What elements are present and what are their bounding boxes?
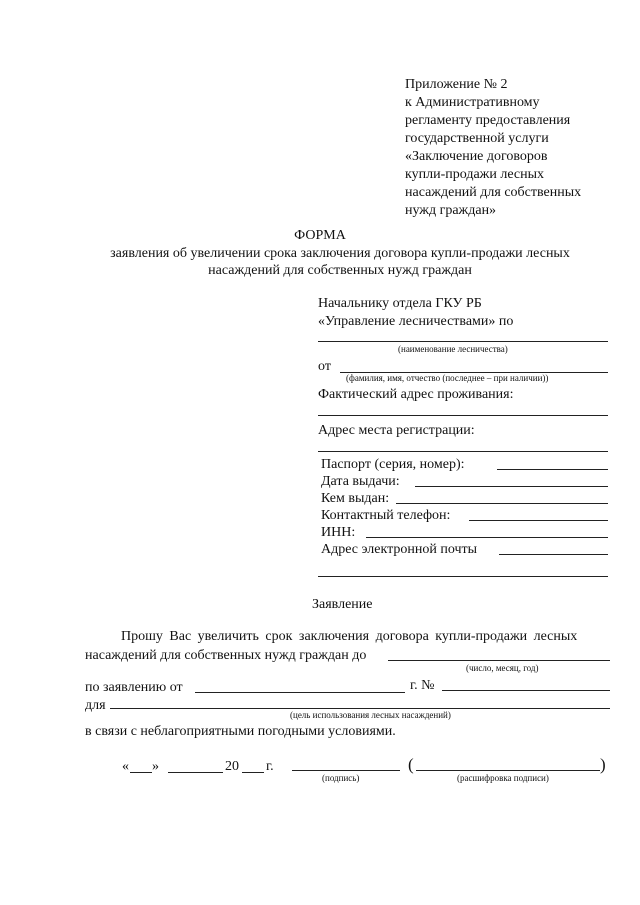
reason-text: в связи с неблагоприятными погодными условиями. (85, 724, 396, 739)
forestry-field[interactable] (318, 341, 608, 342)
phone-label: Контактный телефон: (321, 508, 451, 523)
signature-field[interactable] (292, 770, 400, 771)
decoding-hint: (расшифровка подписи) (457, 773, 549, 783)
paren-open: ( (408, 755, 414, 774)
issued-by-label: Кем выдан: (321, 491, 390, 506)
application-date-field[interactable] (195, 692, 405, 693)
year-prefix: 20 (225, 759, 239, 774)
email-field-extra[interactable] (318, 576, 608, 577)
passport-label: Паспорт (серия, номер): (321, 457, 465, 472)
reg-address-label: Адрес места регистрации: (318, 423, 475, 438)
appendix-line-4: государственной услуги (405, 131, 549, 146)
appendix-line-6: купли-продажи лесных (405, 167, 544, 182)
form-title-line-1: заявления об увеличении срока заключения договора купли-продажи лесных (110, 246, 570, 261)
passport-field[interactable] (497, 469, 608, 470)
for-label: для (85, 698, 106, 713)
by-application-label: по заявлению от (85, 680, 183, 695)
inn-field[interactable] (366, 537, 608, 538)
issue-date-label: Дата выдачи: (321, 474, 400, 489)
email-field[interactable] (499, 554, 608, 555)
actual-address-label: Фактический адрес проживания: (318, 387, 514, 402)
purpose-field[interactable] (110, 708, 610, 709)
appendix-line-1: Приложение № 2 (405, 77, 508, 92)
month-field[interactable] (168, 772, 223, 773)
form-title-line-2: насаждений для собственных нужд граждан (208, 263, 472, 278)
issued-by-field[interactable] (396, 503, 608, 504)
appendix-line-8: нужд граждан» (405, 203, 497, 218)
actual-address-field[interactable] (318, 415, 608, 416)
day-field[interactable] (130, 772, 152, 773)
appendix-line-2: к Административному (405, 95, 540, 110)
inn-label: ИНН: (321, 525, 356, 540)
statement-heading: Заявление (312, 597, 373, 612)
year-field[interactable] (242, 772, 264, 773)
purpose-hint: (цель использования лесных насаждений) (290, 710, 451, 720)
extension-date-field[interactable] (388, 660, 610, 661)
statement-body-line-1: Прошу Вас увеличить срок заключения договора купли-продажи лесных (121, 629, 578, 644)
year-suffix: г. (266, 759, 274, 774)
email-label: Адрес электронной почты (321, 542, 478, 557)
phone-field[interactable] (469, 520, 608, 521)
form-heading: ФОРМА (294, 228, 346, 243)
appendix-line-7: насаждений для собственных (405, 185, 582, 200)
issue-date-field[interactable] (415, 486, 608, 487)
signature-hint: (подпись) (322, 773, 360, 783)
application-number-field[interactable] (442, 690, 610, 691)
date-open-quote: « (122, 759, 129, 774)
appendix-line-5: «Заключение договоров (405, 149, 548, 164)
statement-body-line-2: насаждений для собственных нужд граждан до (85, 648, 367, 663)
number-label: г. № (410, 678, 435, 693)
name-hint: (фамилия, имя, отчество (последнее – при наличии)) (346, 373, 549, 383)
signature-decoding-field[interactable] (416, 770, 600, 771)
from-label: от (318, 359, 331, 374)
forestry-hint: (наименование лесничества) (398, 344, 508, 354)
reg-address-field[interactable] (318, 451, 608, 452)
appendix-line-3: регламенту предоставления (405, 113, 571, 128)
date-close-quote: » (152, 759, 159, 774)
date-hint: (число, месяц, год) (466, 663, 539, 673)
addressee-line-2: «Управление лесничествами» по (318, 314, 514, 329)
addressee-line-1: Начальнику отдела ГКУ РБ (318, 296, 482, 311)
paren-close: ) (600, 755, 606, 774)
